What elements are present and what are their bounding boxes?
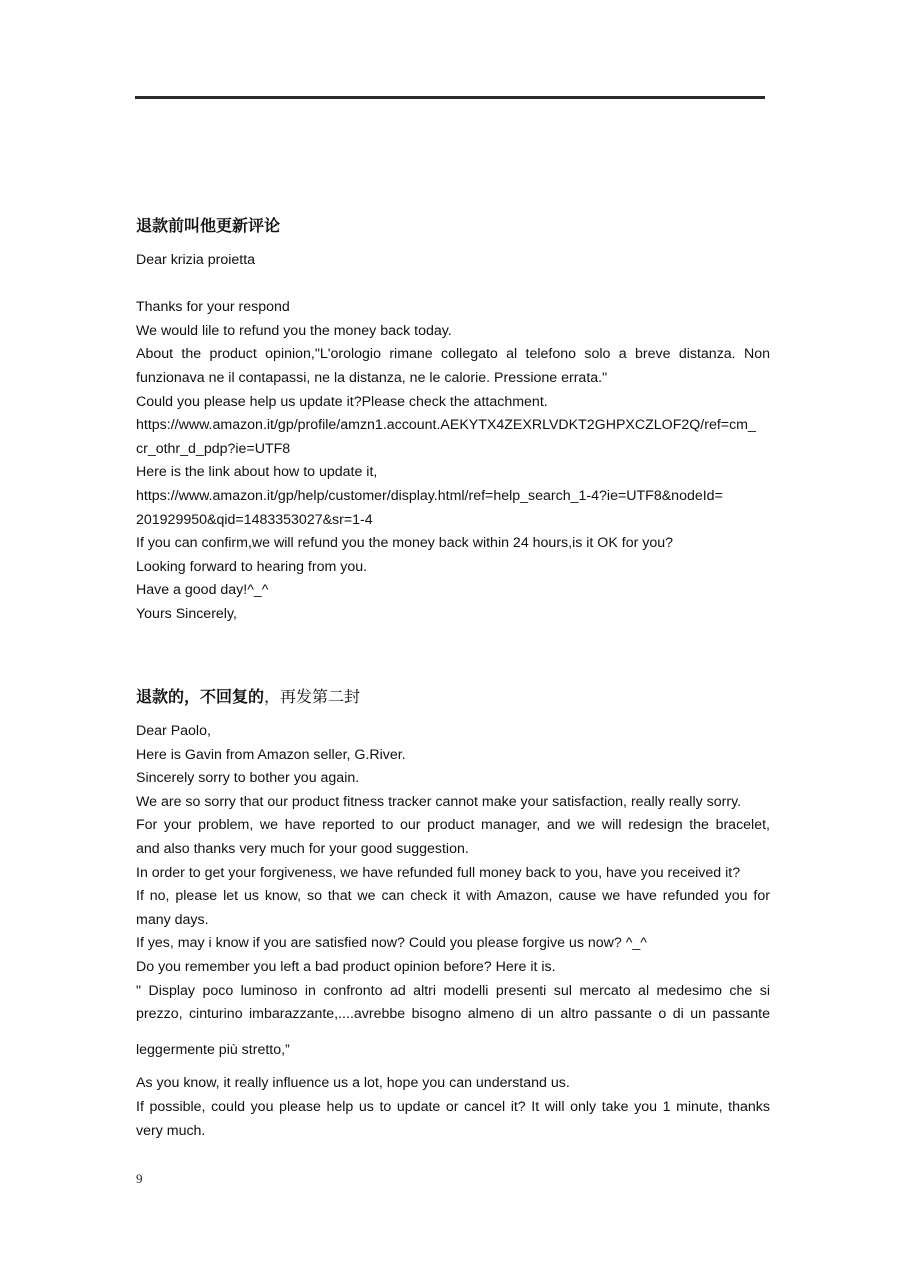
body-line: For your problem, we have reported to our product manager, and we will redesign the bracelet, — [136, 817, 770, 834]
section-refund-update-request — [136, 215, 770, 627]
profile-link: https://www.amazon.it/gp/profile/amzn1.account.AEKYTX4ZEXRLVDKT2GHPXCZLOF2Q/ref=cm_ — [136, 417, 756, 434]
body-line: If possible, could you please help us to update or cancel it? It will only take you 1 minute, thanks — [136, 1098, 770, 1115]
body-line: About the product opinion,"L'orologio rimane collegato al telefono solo a breve distanza. Non — [136, 346, 770, 363]
profile-link: cr_othr_d_pdp?ie=UTF8 — [136, 440, 291, 457]
body-line: Looking forward to hearing from you. — [136, 558, 368, 575]
quote-line: prezzo, cinturino imbarazzante,....avrebbe bisogno almeno di un altro passante o di un passante — [136, 1006, 770, 1023]
help-link: https://www.amazon.it/gp/help/customer/display.html/ref=help_search_1-4?ie=UTF8&nodeId= — [136, 487, 723, 504]
quote-line: " Display poco luminoso in confronto ad altri modelli presenti sul mercato al medesimo che si — [136, 982, 770, 999]
body-line: If you can confirm,we will refund you the money back within 24 hours,is it OK for you? — [136, 535, 674, 552]
sign-off: Yours Sincerely, — [136, 605, 237, 622]
body-line: Sincerely sorry to bother you again. — [136, 770, 360, 787]
body-line: As you know, it really influence us a lot, hope you can understand us. — [136, 1075, 570, 1092]
body-line: Thanks for your respond — [136, 299, 290, 316]
body-line: Here is Gavin from Amazon seller, G.River. — [136, 746, 406, 763]
header-rule — [135, 96, 765, 99]
help-link: 201929950&qid=1483353027&sr=1-4 — [136, 511, 373, 528]
section-second-email — [136, 686, 770, 1143]
body-line: Do you remember you left a bad product opinion before? Here it is. — [136, 958, 556, 975]
greeting: Dear Paolo, — [136, 723, 211, 739]
greeting: Dear krizia proietta — [136, 252, 256, 268]
quote-line: leggermente più stretto,” — [136, 1041, 290, 1058]
body-line: We would lile to refund you the money back today. — [136, 322, 452, 339]
body-line: Have a good day!^_^ — [136, 582, 269, 599]
body-line: Here is the link about how to update it, — [136, 464, 378, 481]
section-title: 退款的，不回复的，再发第二封 — [136, 689, 361, 706]
body-line: If no, please let us know, so that we can check it with Amazon, cause we have refunded you for — [136, 888, 770, 905]
body-line: We are so sorry that our product fitness tracker cannot make your satisfaction, really really sorry. — [136, 793, 742, 810]
body-line: funzionava ne il contapassi, ne la distanza, ne le calorie. Pressione errata." — [136, 369, 608, 386]
body-line: many days. — [136, 911, 209, 928]
section-title: 退款前叫他更新评论 — [136, 218, 281, 235]
body-line: If yes, may i know if you are satisfied now? Could you please forgive us now? ^_^ — [136, 935, 647, 952]
page-number: 9 — [136, 1171, 143, 1186]
body-line: In order to get your forgiveness, we have refunded full money back to you, have you received it? — [136, 864, 741, 881]
body-line: Could you please help us update it?Please check the attachment. — [136, 393, 548, 410]
body-line: very much. — [136, 1122, 206, 1139]
body-line: and also thanks very much for your good suggestion. — [136, 840, 469, 857]
